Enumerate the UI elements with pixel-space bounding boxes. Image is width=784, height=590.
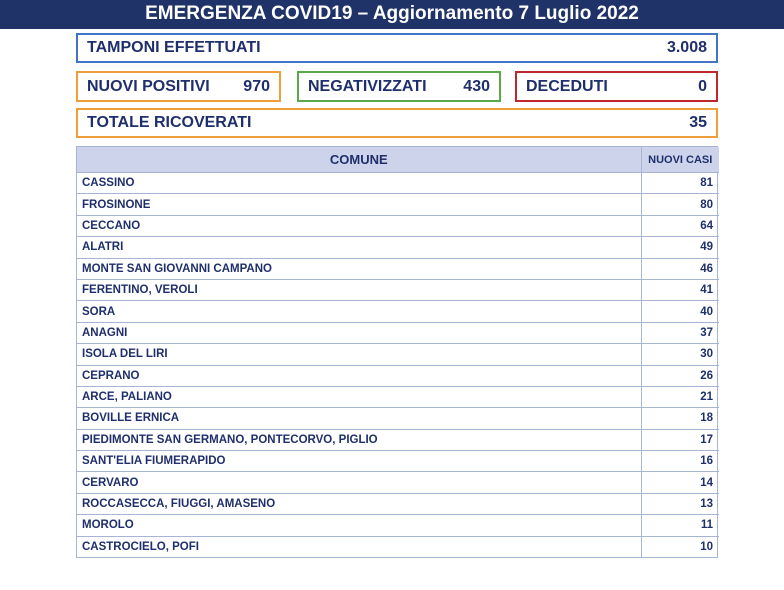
nuovi-casi-cell: 41	[641, 279, 719, 300]
comune-cell: FROSINONE	[77, 194, 641, 215]
table-row	[77, 536, 719, 557]
header-comune: COMUNE	[77, 147, 641, 173]
page-title: EMERGENZA COVID19 – Aggiornamento 7 Luglio 2022	[0, 0, 784, 29]
comune-cell: ALATRI	[77, 237, 641, 258]
comune-cell: CECCANO	[77, 215, 641, 236]
comune-cell: ARCE, PALIANO	[77, 386, 641, 407]
table-row	[77, 258, 719, 279]
table-row	[77, 344, 719, 365]
nuovi-positivi-box	[76, 71, 281, 102]
table-row	[77, 237, 719, 258]
nuovi-positivi-value: 970	[243, 77, 270, 95]
tamponi-value: 3.008	[666, 39, 707, 56]
ricoverati-box	[76, 108, 718, 138]
comune-cell: FERENTINO, VEROLI	[77, 279, 641, 300]
nuovi-casi-cell: 16	[641, 451, 719, 472]
table-row	[77, 322, 719, 343]
table-row	[77, 386, 719, 407]
nuovi-casi-cell: 40	[641, 301, 719, 322]
nuovi-casi-cell: 11	[641, 515, 719, 536]
nuovi-casi-cell: 18	[641, 408, 719, 429]
comune-cell: ROCCASECCA, FIUGGI, AMASENO	[77, 493, 641, 514]
table-row	[77, 279, 719, 300]
tamponi-label: TAMPONI EFFETTUATI	[87, 39, 261, 56]
comuni-table	[76, 146, 718, 558]
comune-cell: ANAGNI	[77, 322, 641, 343]
nuovi-casi-cell: 13	[641, 493, 719, 514]
nuovi-casi-cell: 14	[641, 472, 719, 493]
comune-cell: PIEDIMONTE SAN GERMANO, PONTECORVO, PIGLIO	[77, 429, 641, 450]
nuovi-casi-cell: 80	[641, 194, 719, 215]
table-row	[77, 493, 719, 514]
nuovi-casi-cell: 49	[641, 237, 719, 258]
header-nuovi-casi: NUOVI CASI	[641, 147, 719, 173]
comune-cell: ISOLA DEL LIRI	[77, 344, 641, 365]
nuovi-casi-cell: 17	[641, 429, 719, 450]
comune-cell: MONTE SAN GIOVANNI CAMPANO	[77, 258, 641, 279]
table-row	[77, 429, 719, 450]
table-header-row	[77, 147, 719, 173]
tamponi-box	[76, 33, 718, 63]
nuovi-positivi-label: NUOVI POSITIVI	[87, 77, 210, 95]
negativizzati-box	[297, 71, 501, 102]
nuovi-casi-cell: 37	[641, 322, 719, 343]
nuovi-casi-cell: 46	[641, 258, 719, 279]
nuovi-casi-cell: 10	[700, 540, 713, 553]
table-row	[77, 408, 719, 429]
comune-cell: SANT'ELIA FIUMERAPIDO	[77, 451, 641, 472]
nuovi-casi-cell: 21	[641, 386, 719, 407]
negativizzati-label: NEGATIVIZZATI	[308, 77, 427, 95]
comune-cell: CASTROCIELO, POFI	[77, 536, 641, 557]
deceduti-box	[515, 71, 718, 102]
table-row	[77, 515, 719, 536]
table-row	[77, 194, 719, 215]
deceduti-value: 0	[698, 77, 707, 95]
comune-cell: CEPRANO	[77, 365, 641, 386]
negativizzati-value: 430	[463, 77, 490, 95]
nuovi-casi-cell: 81	[641, 173, 719, 194]
comune-cell: BOVILLE ERNICA	[77, 408, 641, 429]
comune-cell: MOROLO	[77, 515, 641, 536]
table-row	[77, 173, 719, 194]
comune-cell: CERVARO	[77, 472, 641, 493]
table-row	[77, 215, 719, 236]
ricoverati-value: 35	[689, 114, 707, 131]
ricoverati-label: TOTALE RICOVERATI	[87, 114, 252, 131]
nuovi-casi-cell: 26	[641, 365, 719, 386]
table-row	[77, 472, 719, 493]
table-row	[77, 301, 719, 322]
comune-cell: SORA	[77, 301, 641, 322]
comune-cell: CASSINO	[77, 173, 641, 194]
deceduti-label: DECEDUTI	[526, 77, 608, 95]
table-row	[77, 365, 719, 386]
nuovi-casi-cell: 30	[641, 344, 719, 365]
nuovi-casi-cell: 64	[641, 215, 719, 236]
table-row	[77, 451, 719, 472]
